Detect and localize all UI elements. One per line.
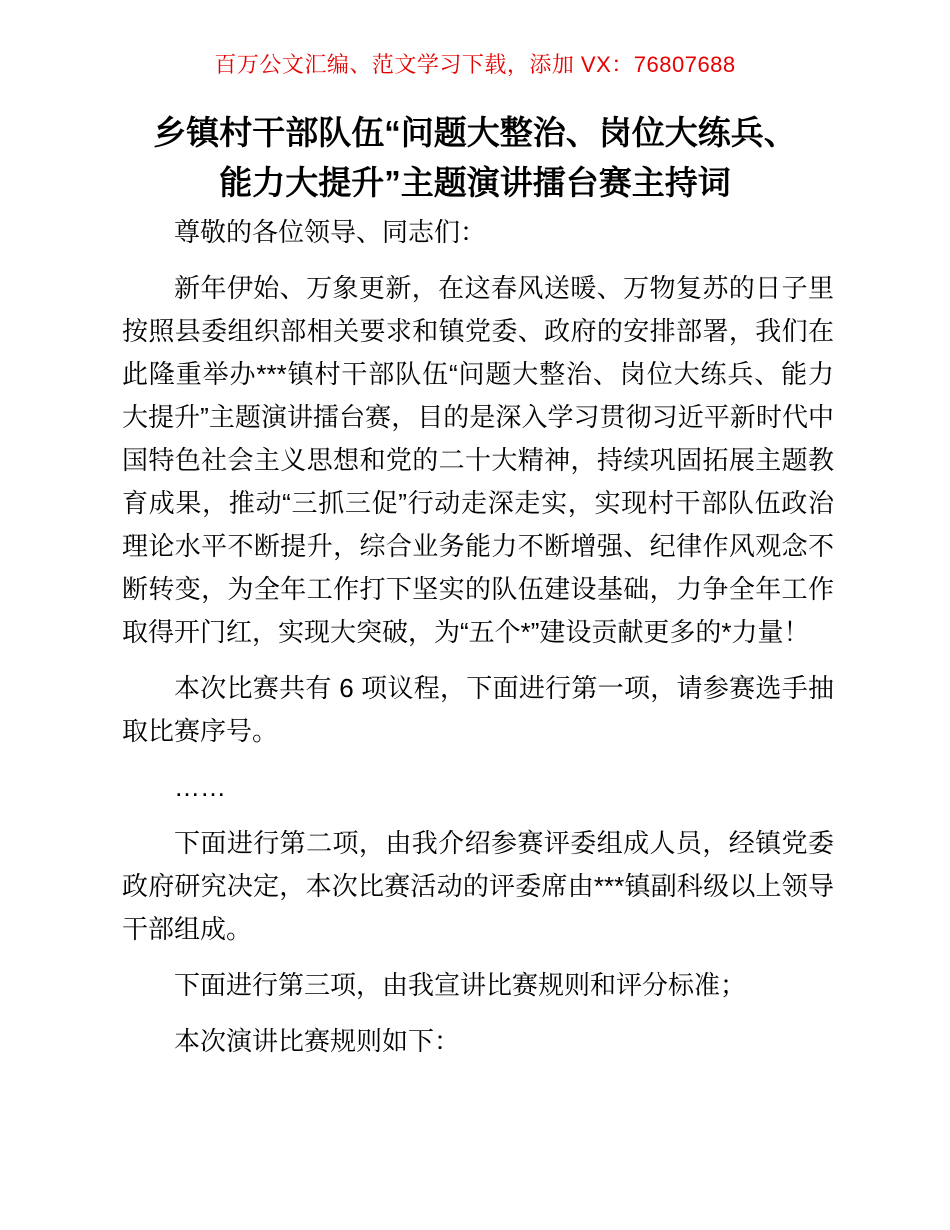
paragraph-agenda-item-1: 本次比赛共有 6 项议程，下面进行第一项，请参赛选手抽取比赛序号。: [122, 673, 834, 746]
paragraph-agenda-item-3: 下面进行第三项，由我宣讲比赛规则和评分标准；: [174, 970, 747, 1000]
paragraph-agenda-item-2: 下面进行第二项，由我介绍参赛评委组成人员，经镇党委政府研究决定，本次比赛活动的评委席由***镇副科级以上领导干部组成。: [122, 828, 834, 944]
document-body: [122, 211, 834, 1063]
document-title: [95, 108, 855, 208]
paragraph-rules-intro: 本次演讲比赛规则如下：: [174, 1026, 461, 1056]
paragraph-opening: 新年伊始、万象更新，在这春风送暖、万物复苏的日子里按照县委组织部相关要求和镇党委、政府的安排部署，我们在此隆重举办***镇村干部队伍“问题大整治、岗位大练兵、能力大提升”主题演讲擂台赛，目的是深入学习贯彻习近平新时代中国特色社会主义思想和党的二十大精神，持续巩固拓展主题教育成果，推动“三抓三促”行动走深走实，实现村干部队伍政治理论水平不断提升，综合业务能力不断增强、纪律作风观念不断转变，为全年工作打下坚实的队伍建设基础，力争全年工作取得开门红，实现大突破，为“五个*”建设贡献更多的*力量！: [122, 273, 834, 647]
paragraph-ellipsis: ……: [174, 772, 226, 802]
title-line-1: 乡镇村干部队伍“问题大整治、岗位大练兵、: [153, 114, 797, 151]
paragraph-salutation: 尊敬的各位领导、同志们：: [174, 217, 487, 247]
title-line-2: 能力大提升”主题演讲擂台赛主持词: [219, 164, 731, 201]
watermark-notice: 百万公文汇编、范文学习下载，添加 VX：76807688: [214, 52, 736, 77]
